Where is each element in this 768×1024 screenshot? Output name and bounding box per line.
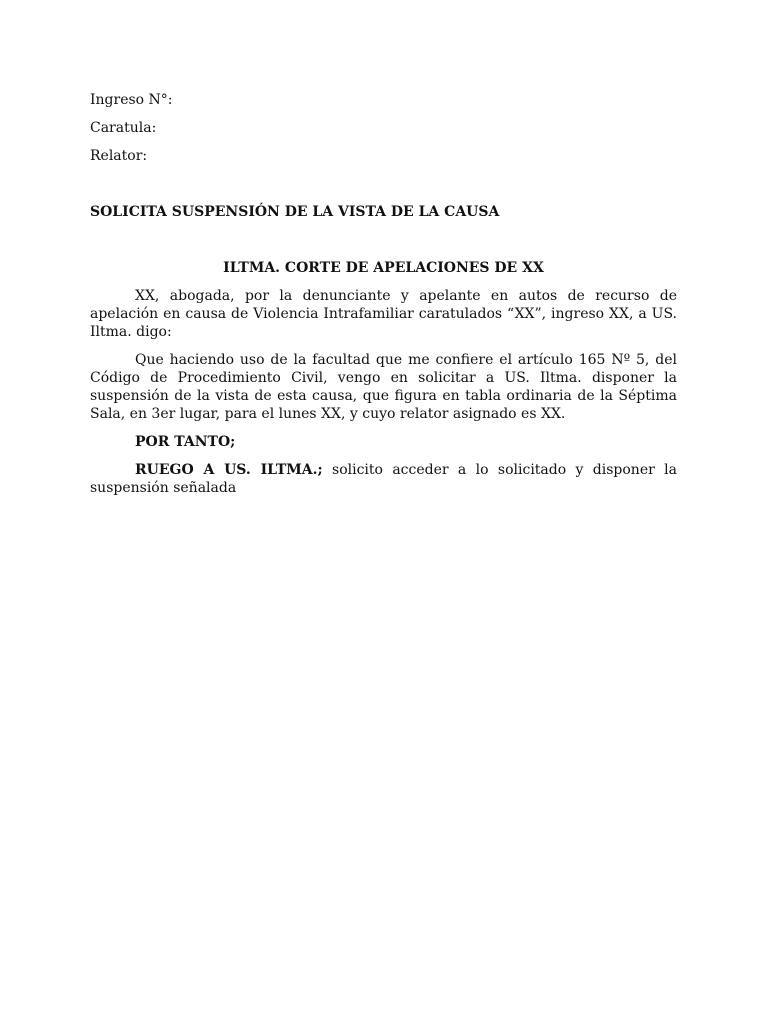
document-page	[90, 91, 677, 507]
spacer	[90, 221, 677, 259]
paragraph-ruego	[90, 461, 677, 497]
paragraph-intro: XX, abogada, por la denunciante y apelante en autos de recurso de apelación en causa de Violencia Intrafamiliar caratulados “XX”, ingreso XX, a US. Iltma. digo:	[90, 288, 677, 340]
spacer	[90, 175, 677, 203]
por-tanto: POR TANTO;	[135, 434, 236, 450]
addressee-heading: ILTMA. CORTE DE APELACIONES DE XX	[223, 260, 544, 276]
relator-label: Relator:	[90, 148, 148, 164]
document-title: SOLICITA SUSPENSIÓN DE LA VISTA DE LA CAUSA	[90, 204, 500, 220]
paragraph-request: Que haciendo uso de la facultad que me confiere el artículo 165 Nº 5, del Código de Procedimiento Civil, vengo en solicitar a US. Iltma. disponer la suspensión de la vista de esta causa, que figura en tabla ordinaria de la Séptima Sala, en 3er lugar, para el lunes XX, y cuyo relator asignado es XX.	[90, 352, 677, 422]
ruego-bold: RUEGO A US. ILTMA.;	[135, 462, 323, 478]
caratula-label: Caratula:	[90, 120, 157, 136]
ruego-text: solicito acceder a lo solicitado y disponer la suspensión señalada	[90, 462, 677, 496]
ingreso-label: Ingreso N°:	[90, 92, 173, 108]
